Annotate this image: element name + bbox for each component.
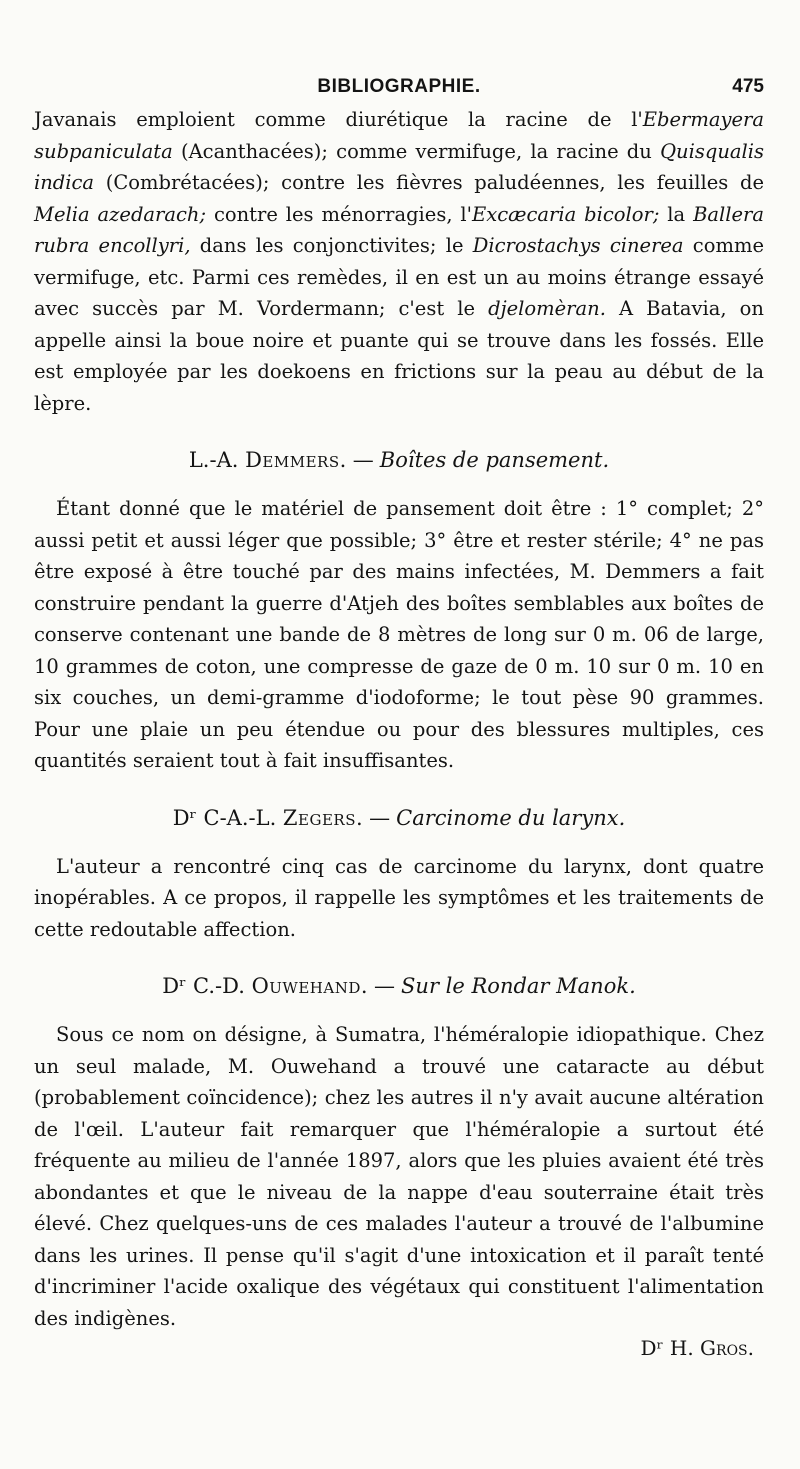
section-heading-demmers	[34, 445, 764, 475]
author-initials: Dʳ C.-D.	[162, 974, 252, 998]
section-heading-ouwehand	[34, 971, 764, 1001]
author-initials: L.-A.	[188, 448, 246, 472]
running-header	[34, 68, 764, 104]
article-title: Boîtes de pansement.	[379, 448, 610, 472]
species-ebermayera: Ebermayera subpaniculata	[34, 108, 764, 163]
intro-text-5: la	[659, 202, 694, 226]
intro-text-8: A Batavia, on appelle ainsi la boue noire et puante qui se trouve dans les fossés. Elle est employée par les doekoens en frictions sur la peau au début de la lèpre.	[34, 297, 764, 415]
species-melia: Melia azedarach;	[34, 202, 207, 226]
running-title: BIBLIOGRAPHIE.	[317, 76, 481, 97]
section-body-zegers: L'auteur a rencontré cinq cas de carcinome du larynx, dont quatre inopérables. A ce propos, il rappelle les symptômes et les traitements de cette redoutable affection.	[34, 854, 764, 941]
section-heading-zegers	[34, 803, 764, 833]
intro-text-7: comme vermifuge, etc. Parmi ces remèdes, il en est un au moins étrange essayé avec succès par M. Vordermann; c'est le	[34, 234, 764, 320]
species-dicrostachys: Dicrostachys cinerea	[472, 234, 684, 257]
species-ballera: Ballera rubra encollyri,	[34, 202, 764, 257]
intro-text-1: Javanais emploient comme diurétique la racine de l'	[34, 108, 643, 131]
page-number: 475	[732, 76, 764, 97]
intro-text-2: (Acanthacées); comme vermifuge, la racine du	[172, 139, 661, 163]
intro-paragraph	[34, 104, 764, 419]
heading-dash: —	[352, 448, 374, 472]
section-body-demmers: Étant donné que le matériel de pansement doit être : 1° complet; 2° aussi petit et aussi léger que possible; 3° être et rester stérile; 4° ne pas être exposé à être touché par des mains infectées, M. Demmers a fait construire pendant la guerre d'Atjeh des boîtes semblables aux boîtes de conserve contenant une bande de 8 mètres de long sur 0 m. 06 de large, 10 grammes de coton, une compresse de gaze de 0 m. 10 sur 0 m. 10 en six couches, un demi-gramme d'iodoforme; le tout pèse 90 grammes. Pour une plaie un peu étendue ou pour des blessures multiples, ces quantités seraient tout à fait insuffisantes.	[34, 497, 764, 772]
species-excaecaria: Excæcaria bicolor;	[472, 202, 660, 226]
section-body-ouwehand: Sous ce nom on désigne, à Sumatra, l'héméralopie idiopathique. Chez un seul malade, M. Ouwehand a trouvé une cataracte au début (probablement coïncidence); chez les autres il n'y avait aucune altération de l'œil. L'auteur fait remarquer que l'héméralopie a surtout été fréquente au milieu de l'année 1897, alors que les pluies avaient été très abondantes et que le niveau de la nappe d'eau souterraine était très élevé. Chez quelques-uns de ces malades l'auteur a trouvé de l'albumine dans les urines. Il pense qu'il s'agit d'une intoxication et il paraît tenté d'incriminer l'acide oxalique des végétaux qui constituent l'alimentation des indigènes.	[34, 1023, 764, 1330]
term-djelomeran: djelomèran.	[488, 297, 606, 320]
author-initials: Dʳ C-A.-L.	[172, 805, 283, 830]
author-name: Demmers.	[245, 448, 347, 472]
heading-dash: —	[369, 805, 391, 830]
intro-text-3: (Combrétacées); contre les fièvres paludéennes, les feuilles de	[94, 171, 764, 194]
intro-text-6: dans les conjonctivites; le	[190, 234, 473, 257]
signature-prefix: Dʳ H.	[640, 1336, 701, 1360]
heading-dash: —	[374, 974, 396, 998]
author-name: Zegers.	[282, 805, 364, 830]
signature	[34, 1336, 764, 1360]
author-name: Ouwehand.	[251, 974, 369, 998]
intro-text-4: contre les ménorragies, l'	[206, 202, 473, 226]
signature-name: Gros.	[700, 1336, 754, 1360]
species-quisqualis: Quisqualis indica	[34, 139, 764, 194]
article-title: Sur le Rondar Manok.	[401, 974, 636, 998]
article-title: Carcinome du larynx.	[396, 805, 626, 830]
